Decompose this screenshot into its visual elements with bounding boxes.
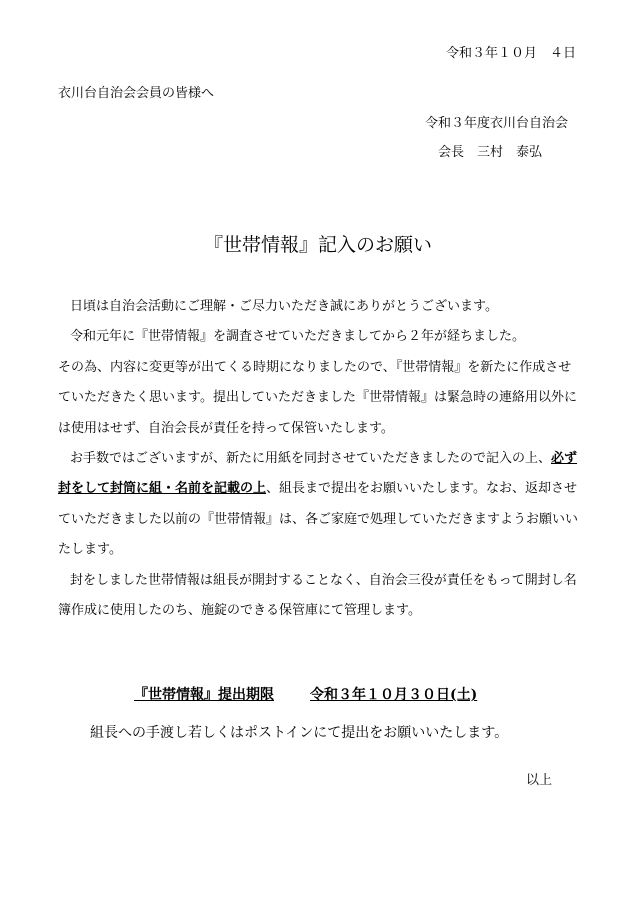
body-line-2: 令和元年に『世帯情報』を調査させていただきましてから２年が経ちました。 <box>70 329 526 344</box>
addressee: 衣川台自治会会員の皆様へ <box>58 86 215 101</box>
body-line-6-text: お手数ではございますが、新たに用紙を同封させていただきましたので記入の上、 <box>70 451 552 466</box>
deadline <box>134 686 477 704</box>
body-line-7-text: 、組長まで提出をお願いいたします。なお、返却させ <box>266 481 577 496</box>
emphasis-seal-envelope: 封をして封筒に組・名前を記載の上 <box>58 481 267 496</box>
body-line-8: ていただきました以前の『世帯情報』は、各ご家庭で処理していただきますようお願いい <box>58 512 579 527</box>
body-line-10: 封をしました世帯情報は組長が開封することなく、自治会三役が責任をもって開封し名 <box>70 573 577 588</box>
deadline-date: 令和３年１０月３０日(土) <box>310 687 478 703</box>
body-line-7 <box>58 481 577 497</box>
body-line-6 <box>70 451 577 467</box>
emphasis-must: 必ず <box>551 451 578 466</box>
deadline-label: 『世帯情報』提出期限 <box>134 687 274 703</box>
sender-president: 会長 三村 泰弘 <box>438 145 543 160</box>
closing-word: 以上 <box>525 773 552 788</box>
body-line-5: は使用はせず、自治会長が責任を持って保管いたします。 <box>58 421 394 436</box>
document-title: 『世帯情報』記入のお願い <box>203 234 432 256</box>
handover-instruction: 組長への手渡し若しくはポストインにて提出をお願いいたします。 <box>90 725 509 741</box>
body-line-1: 日頃は自治会活動にご理解・ご尽力いただき誠にありがとうございます。 <box>70 299 498 314</box>
sender-organization: 令和３年度衣川台自治会 <box>424 116 568 131</box>
body-line-3: その為、内容に変更等が出てくる時期になりましたので、『世帯情報』を新たに作成させ <box>58 360 572 375</box>
body-line-11: 簿作成に使用したのち、施錠のできる保管庫にて管理します。 <box>58 603 421 618</box>
body-line-4: ていただきたく思います。提出していただきました『世帯情報』は緊急時の連絡用以外に <box>58 390 577 405</box>
body-line-9: たします。 <box>58 542 122 557</box>
document-date: 令和３年１０月 ４日 <box>445 46 576 61</box>
